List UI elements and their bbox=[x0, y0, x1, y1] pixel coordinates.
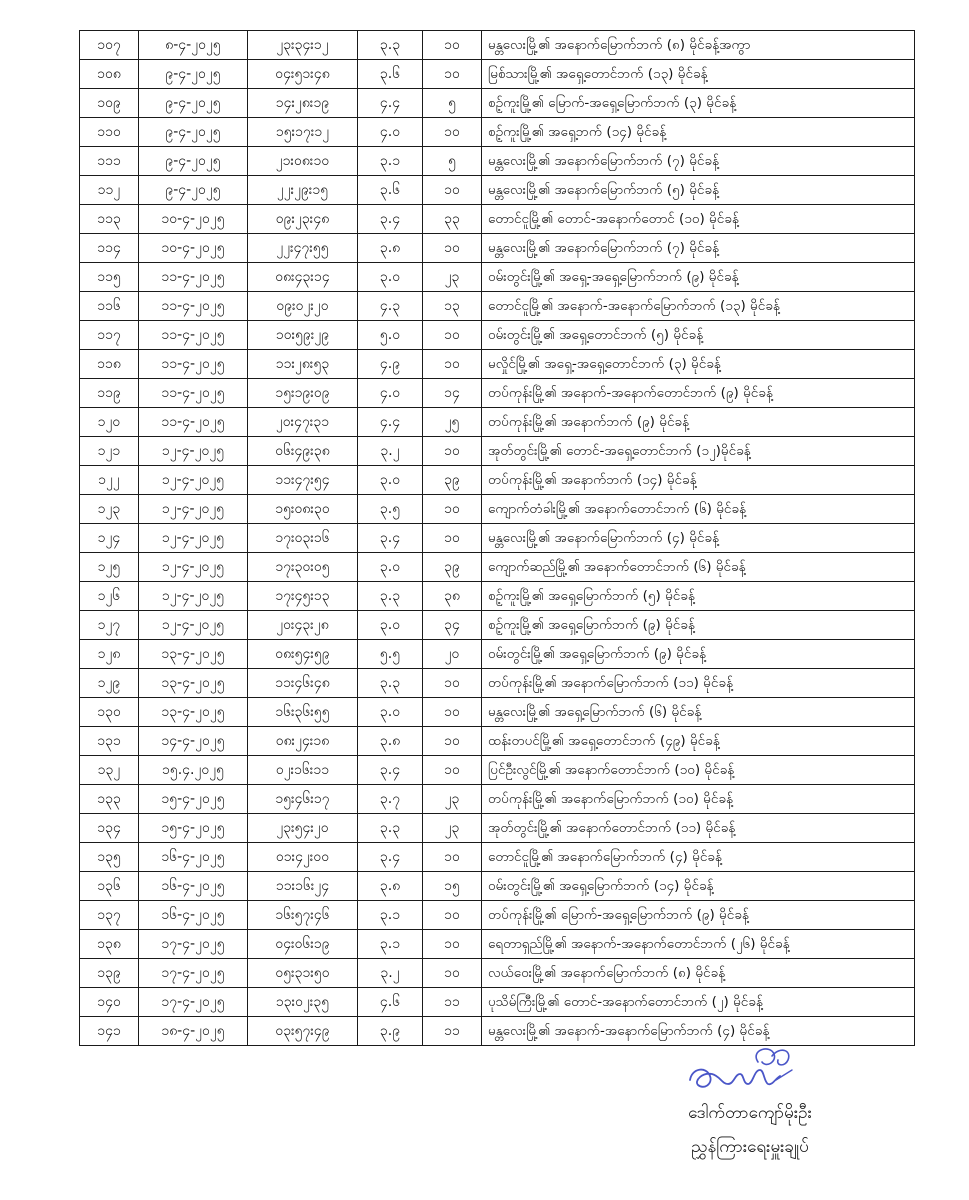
cell-location: မန္တလေးမြို့၏ အနောက်မြောက်ဘက် (၈) မိုင်ခန့်အကွာ bbox=[482, 31, 915, 60]
cell-number: ၁၁၀ bbox=[80, 118, 139, 147]
table-row bbox=[80, 901, 915, 930]
cell-location: တပ်ကုန်းမြို့၏ မြောက်-အရှေ့မြောက်ဘက် (၉) မိုင်ခန့် bbox=[482, 901, 915, 930]
cell-location: မြစ်သားမြို့၏ အရှေ့တောင်ဘက် (၁၃) မိုင်ခန့် bbox=[482, 60, 915, 89]
table-row bbox=[80, 930, 915, 959]
cell-depth: ၁၀ bbox=[423, 669, 482, 698]
cell-time: ၁၇း၃၀း၀၅ bbox=[248, 553, 358, 582]
cell-location: စဥ့်ကူးမြို့၏ မြောက်-အရှေ့မြောက်ဘက် (၃) မိုင်ခန့် bbox=[482, 89, 915, 118]
cell-time: ၁၆း၅၇း၄၆ bbox=[248, 901, 358, 930]
table-row bbox=[80, 698, 915, 727]
cell-magnitude: ၃.၀ bbox=[358, 698, 423, 727]
table-row bbox=[80, 408, 915, 437]
cell-depth: ၃၉ bbox=[423, 466, 482, 495]
cell-time: ၂၃း၅၄း၂၀ bbox=[248, 814, 358, 843]
table-row bbox=[80, 785, 915, 814]
cell-magnitude: ၃.၇ bbox=[358, 785, 423, 814]
cell-location: မန္တလေးမြို့၏ အနောက်မြောက်ဘက် (၇) မိုင်ခန့် bbox=[482, 147, 915, 176]
cell-number: ၁၁၇ bbox=[80, 321, 139, 350]
cell-location: တပ်ကုန်းမြို့၏ အနောက်မြောက်ဘက် (၁၀) မိုင်ခန့် bbox=[482, 785, 915, 814]
table-row bbox=[80, 147, 915, 176]
cell-time: ၁၇း၄၅း၁၃ bbox=[248, 582, 358, 611]
cell-number: ၁၃၇ bbox=[80, 901, 139, 930]
cell-depth: ၁၀ bbox=[423, 727, 482, 756]
cell-depth: ၁၀ bbox=[423, 321, 482, 350]
cell-date: ၁၀-၄-၂၀၂၅ bbox=[139, 234, 248, 263]
cell-date: ၁၈-၄-၂၀၂၅ bbox=[139, 1017, 248, 1046]
cell-location: ထန်းတပင်မြို့၏ အရှေ့တောင်ဘက် (၄၉) မိုင်ခန့် bbox=[482, 727, 915, 756]
table-row bbox=[80, 263, 915, 292]
cell-location: စဥ့်ကူးမြို့၏ အရှေ့မြောက်ဘက် (၅) မိုင်ခန့် bbox=[482, 582, 915, 611]
cell-date: ၁၅-၄-၂၀၂၅ bbox=[139, 814, 248, 843]
cell-time: ၀၈း၂၄း၁၈ bbox=[248, 727, 358, 756]
table-row bbox=[80, 379, 915, 408]
cell-location: ဝမ်းတွင်းမြို့၏ အရှေ့တောင်ဘက် (၅) မိုင်ခန့် bbox=[482, 321, 915, 350]
cell-depth: ၁၀ bbox=[423, 495, 482, 524]
cell-depth: ၁၀ bbox=[423, 60, 482, 89]
cell-number: ၁၃၃ bbox=[80, 785, 139, 814]
cell-time: ၀၉း၀၂း၂၀ bbox=[248, 292, 358, 321]
cell-location: မန္တလေးမြို့၏ အနောက်မြောက်ဘက် (၅) မိုင်ခန့် bbox=[482, 176, 915, 205]
cell-depth: ၁၀ bbox=[423, 524, 482, 553]
cell-location: မန္တလေးမြို့၏ အရှေ့မြောက်ဘက် (၆) မိုင်ခန့် bbox=[482, 698, 915, 727]
cell-date: ၁၇-၄-၂၀၂၅ bbox=[139, 930, 248, 959]
cell-location: တောင်ငူမြို့၏ အနောက်-အနောက်မြောက်ဘက် (၁၃) မိုင်ခန့် bbox=[482, 292, 915, 321]
cell-date: ၉-၄-၂၀၂၅ bbox=[139, 147, 248, 176]
cell-location: အုတ်တွင်းမြို့၏ တောင်-အရှေ့တောင်ဘက် (၁၂)မိုင်ခန့် bbox=[482, 437, 915, 466]
cell-number: ၁၂၇ bbox=[80, 611, 139, 640]
table-row bbox=[80, 466, 915, 495]
cell-depth: ၁၀ bbox=[423, 843, 482, 872]
cell-magnitude: ၃.၂ bbox=[358, 437, 423, 466]
cell-time: ၁၁း၁၆း၂၄ bbox=[248, 872, 358, 901]
table-row bbox=[80, 727, 915, 756]
table-row bbox=[80, 292, 915, 321]
cell-number: ၁၃၅ bbox=[80, 843, 139, 872]
cell-time: ၀၂း၁၆း၁၁ bbox=[248, 756, 358, 785]
cell-time: ၁၁း၄၇း၅၄ bbox=[248, 466, 358, 495]
cell-number: ၁၁၈ bbox=[80, 350, 139, 379]
table-row bbox=[80, 176, 915, 205]
cell-date: ၁၁-၄-၂၀၂၅ bbox=[139, 350, 248, 379]
cell-date: ၁၁-၄-၂၀၂၅ bbox=[139, 321, 248, 350]
cell-time: ၂၁း၀၈း၁၀ bbox=[248, 147, 358, 176]
cell-date: ၁၂-၄-၂၀၂၅ bbox=[139, 437, 248, 466]
cell-time: ၂၀း၄၃း၂၈ bbox=[248, 611, 358, 640]
cell-magnitude: ၃.၀ bbox=[358, 466, 423, 495]
cell-magnitude: ၃.၁ bbox=[358, 930, 423, 959]
table-row bbox=[80, 640, 915, 669]
cell-depth: ၁၀ bbox=[423, 118, 482, 147]
handwritten-signature bbox=[680, 1040, 800, 1100]
cell-depth: ၂၃ bbox=[423, 814, 482, 843]
cell-location: တောင်ငူမြို့၏ အနောက်မြောက်ဘက် (၄) မိုင်ခန့် bbox=[482, 843, 915, 872]
earthquake-table-body bbox=[80, 31, 915, 1046]
cell-number: ၁၄၀ bbox=[80, 988, 139, 1017]
cell-date: ၁၅-၄-၂၀၂၅ bbox=[139, 785, 248, 814]
table-row bbox=[80, 988, 915, 1017]
cell-time: ၁၃း၀၂း၃၅ bbox=[248, 988, 358, 1017]
cell-time: ၂၂း၂၉း၁၅ bbox=[248, 176, 358, 205]
table-row bbox=[80, 205, 915, 234]
cell-number: ၁၃၂ bbox=[80, 756, 139, 785]
cell-date: ၁၅.၄.၂၀၂၅ bbox=[139, 756, 248, 785]
table-row bbox=[80, 350, 915, 379]
cell-depth: ၁၀ bbox=[423, 959, 482, 988]
table-row bbox=[80, 524, 915, 553]
cell-time: ၀၁း၄၂း၀၀ bbox=[248, 843, 358, 872]
cell-time: ၀၉း၂၃း၄၈ bbox=[248, 205, 358, 234]
table-row bbox=[80, 118, 915, 147]
cell-date: ၁၁-၄-၂၀၂၅ bbox=[139, 408, 248, 437]
cell-date: ၁၆-၄-၂၀၂၅ bbox=[139, 901, 248, 930]
table-row bbox=[80, 60, 915, 89]
cell-depth: ၁၀ bbox=[423, 437, 482, 466]
table-row bbox=[80, 611, 915, 640]
table-row bbox=[80, 814, 915, 843]
cell-date: ၈-၄-၂၀၂၅ bbox=[139, 31, 248, 60]
cell-magnitude: ၃.၆ bbox=[358, 176, 423, 205]
cell-time: ၀၄း၅၁း၄၈ bbox=[248, 60, 358, 89]
cell-magnitude: ၃.၃ bbox=[358, 31, 423, 60]
table-row bbox=[80, 31, 915, 60]
table-row bbox=[80, 959, 915, 988]
cell-location: တောင်ငူမြို့၏ တောင်-အနောက်တောင် (၁၀) မိုင်ခန့် bbox=[482, 205, 915, 234]
cell-magnitude: ၃.၃ bbox=[358, 669, 423, 698]
cell-time: ၀၅း၃၁း၅၀ bbox=[248, 959, 358, 988]
cell-magnitude: ၃.၃ bbox=[358, 814, 423, 843]
cell-number: ၁၁၃ bbox=[80, 205, 139, 234]
cell-date: ၁၄-၄-၂၀၂၅ bbox=[139, 727, 248, 756]
cell-date: ၁၂-၄-၂၀၂၅ bbox=[139, 495, 248, 524]
cell-depth: ၂၃ bbox=[423, 785, 482, 814]
cell-location: ရေတာရှည်မြို့၏ အနောက်-အနောက်တောင်ဘက် (၂၆) မိုင်ခန့် bbox=[482, 930, 915, 959]
signature-block bbox=[620, 1040, 880, 1190]
cell-number: ၁၃၆ bbox=[80, 872, 139, 901]
table-row bbox=[80, 582, 915, 611]
cell-depth: ၁၀ bbox=[423, 698, 482, 727]
cell-depth: ၅ bbox=[423, 89, 482, 118]
cell-date: ၁၁-၄-၂၀၂၅ bbox=[139, 292, 248, 321]
cell-depth: ၃၄ bbox=[423, 611, 482, 640]
cell-magnitude: ၄.၃ bbox=[358, 292, 423, 321]
cell-number: ၁၀၇ bbox=[80, 31, 139, 60]
cell-number: ၁၂၈ bbox=[80, 640, 139, 669]
cell-number: ၁၁၅ bbox=[80, 263, 139, 292]
cell-number: ၁၀၈ bbox=[80, 60, 139, 89]
cell-time: ၀၈း၅၄း၅၉ bbox=[248, 640, 358, 669]
cell-depth: ၁၀ bbox=[423, 901, 482, 930]
cell-depth: ၃၃ bbox=[423, 205, 482, 234]
cell-time: ၁၅း၁၉း၀၉ bbox=[248, 379, 358, 408]
table-row bbox=[80, 669, 915, 698]
cell-time: ၁၅း၄၆း၁၇ bbox=[248, 785, 358, 814]
cell-magnitude: ၅.၅ bbox=[358, 640, 423, 669]
cell-date: ၁၃-၄-၂၀၂၅ bbox=[139, 698, 248, 727]
cell-magnitude: ၃.၁ bbox=[358, 901, 423, 930]
cell-date: ၁၂-၄-၂၀၂၅ bbox=[139, 524, 248, 553]
cell-number: ၁၄၁ bbox=[80, 1017, 139, 1046]
cell-location: ပုသိမ်ကြီးမြို့၏ တောင်-အနောက်တောင်ဘက် (၂) မိုင်ခန့် bbox=[482, 988, 915, 1017]
cell-time: ၂၃း၃၄း၁၂ bbox=[248, 31, 358, 60]
cell-magnitude: ၄.၆ bbox=[358, 988, 423, 1017]
cell-date: ၁၇-၄-၂၀၂၅ bbox=[139, 959, 248, 988]
cell-number: ၁၂၅ bbox=[80, 553, 139, 582]
cell-date: ၉-၄-၂၀၂၅ bbox=[139, 176, 248, 205]
cell-magnitude: ၃.၈ bbox=[358, 872, 423, 901]
cell-number: ၁၃၉ bbox=[80, 959, 139, 988]
cell-location: ကျောက်တံခါးမြို့၏ အနောက်တောင်ဘက် (၆) မိုင်ခန့် bbox=[482, 495, 915, 524]
cell-time: ၂၂း၄၇း၅၅ bbox=[248, 234, 358, 263]
cell-depth: ၁၀ bbox=[423, 756, 482, 785]
cell-magnitude: ၃.၉ bbox=[358, 1017, 423, 1046]
table-row bbox=[80, 234, 915, 263]
cell-depth: ၁၀ bbox=[423, 31, 482, 60]
cell-number: ၁၂၄ bbox=[80, 524, 139, 553]
cell-date: ၉-၄-၂၀၂၅ bbox=[139, 118, 248, 147]
cell-magnitude: ၄.၉ bbox=[358, 350, 423, 379]
cell-depth: ၁၃ bbox=[423, 292, 482, 321]
cell-magnitude: ၄.၄ bbox=[358, 408, 423, 437]
cell-magnitude: ၃.၄ bbox=[358, 756, 423, 785]
cell-magnitude: ၃.၀ bbox=[358, 263, 423, 292]
cell-magnitude: ၅.၀ bbox=[358, 321, 423, 350]
cell-number: ၁၂၆ bbox=[80, 582, 139, 611]
table-row bbox=[80, 756, 915, 785]
cell-time: ၁၆း၃၆း၅၅ bbox=[248, 698, 358, 727]
cell-magnitude: ၄.၀ bbox=[358, 379, 423, 408]
cell-date: ၁၂-၄-၂၀၂၅ bbox=[139, 466, 248, 495]
cell-magnitude: ၃.၂ bbox=[358, 959, 423, 988]
table-row bbox=[80, 843, 915, 872]
cell-time: ၁၇း၀၃း၁၆ bbox=[248, 524, 358, 553]
cell-depth: ၃၉ bbox=[423, 553, 482, 582]
cell-time: ၂၀း၄၇း၃၁ bbox=[248, 408, 358, 437]
cell-depth: ၁၀ bbox=[423, 930, 482, 959]
cell-depth: ၁၄ bbox=[423, 379, 482, 408]
cell-location: မလှိုင်မြို့၏ အရှေ့-အရှေ့တောင်ဘက် (၃) မိုင်ခန့် bbox=[482, 350, 915, 379]
cell-depth: ၂၃ bbox=[423, 263, 482, 292]
earthquake-table bbox=[79, 30, 915, 1046]
cell-magnitude: ၃.၀ bbox=[358, 553, 423, 582]
cell-depth: ၁၀ bbox=[423, 350, 482, 379]
cell-location: လယ်ဝေးမြို့၏ အနောက်မြောက်ဘက် (၈) မိုင်ခန့် bbox=[482, 959, 915, 988]
cell-location: မန္တလေးမြို့၏ အနောက်မြောက်ဘက် (၇) မိုင်ခန့် bbox=[482, 234, 915, 263]
cell-date: ၁၁-၄-၂၀၂၅ bbox=[139, 379, 248, 408]
cell-magnitude: ၄.၄ bbox=[358, 89, 423, 118]
cell-time: ၁၁း၂၈း၅၃ bbox=[248, 350, 358, 379]
cell-location: ဝမ်းတွင်းမြို့၏ အရှေ့မြောက်ဘက် (၁၄) မိုင်ခန့် bbox=[482, 872, 915, 901]
cell-depth: ၂၅ bbox=[423, 408, 482, 437]
cell-date: ၁၂-၄-၂၀၂၅ bbox=[139, 553, 248, 582]
cell-time: ၀၃း၅၇း၄၉ bbox=[248, 1017, 358, 1046]
cell-number: ၁၃၁ bbox=[80, 727, 139, 756]
cell-location: တပ်ကုန်းမြို့၏ အနောက်ဘက် (၁၄) မိုင်ခန့် bbox=[482, 466, 915, 495]
cell-magnitude: ၃.၃ bbox=[358, 582, 423, 611]
cell-time: ၀၆း၄၉း၃၈ bbox=[248, 437, 358, 466]
cell-date: ၁၆-၄-၂၀၂၅ bbox=[139, 872, 248, 901]
cell-magnitude: ၃.၄ bbox=[358, 524, 423, 553]
cell-number: ၁၁၉ bbox=[80, 379, 139, 408]
cell-number: ၁၂၉ bbox=[80, 669, 139, 698]
cell-magnitude: ၃.၄ bbox=[358, 843, 423, 872]
cell-date: ၁၂-၄-၂၀၂၅ bbox=[139, 582, 248, 611]
cell-date: ၁၁-၄-၂၀၂၅ bbox=[139, 263, 248, 292]
cell-location: တပ်ကုန်းမြို့၏ အနောက်ဘက် (၉) မိုင်ခန့် bbox=[482, 408, 915, 437]
cell-number: ၁၁၁ bbox=[80, 147, 139, 176]
cell-depth: ၁၅ bbox=[423, 872, 482, 901]
cell-date: ၁၇-၄-၂၀၂၅ bbox=[139, 988, 248, 1017]
cell-location: ဝမ်းတွင်းမြို့၏ အရှေ့-အရှေ့မြောက်ဘက် (၉) မိုင်ခန့် bbox=[482, 263, 915, 292]
cell-magnitude: ၄.၀ bbox=[358, 118, 423, 147]
cell-number: ၁၂၂ bbox=[80, 466, 139, 495]
cell-magnitude: ၃.၁ bbox=[358, 147, 423, 176]
cell-date: ၁၀-၄-၂၀၂၅ bbox=[139, 205, 248, 234]
cell-number: ၁၃၄ bbox=[80, 814, 139, 843]
cell-number: ၁၂၁ bbox=[80, 437, 139, 466]
cell-number: ၁၁၆ bbox=[80, 292, 139, 321]
cell-depth: ၃၈ bbox=[423, 582, 482, 611]
cell-time: ၀၄း၀၆း၁၉ bbox=[248, 930, 358, 959]
cell-magnitude: ၃.၈ bbox=[358, 727, 423, 756]
cell-location: မန္တလေးမြို့၏ အနောက်-အနောက်မြောက်ဘက် (၄) မိုင်ခန့် bbox=[482, 1017, 915, 1046]
cell-location: ဝမ်းတွင်းမြို့၏ အရှေ့မြောက်ဘက် (၉) မိုင်ခန့် bbox=[482, 640, 915, 669]
table-row bbox=[80, 495, 915, 524]
cell-date: ၁၃-၄-၂၀၂၅ bbox=[139, 669, 248, 698]
cell-location: မန္တလေးမြို့၏ အနောက်မြောက်ဘက် (၄) မိုင်ခန့် bbox=[482, 524, 915, 553]
cell-magnitude: ၃.၀ bbox=[358, 611, 423, 640]
cell-location: ကျောက်ဆည်မြို့၏ အနောက်တောင်ဘက် (၆) မိုင်ခန့် bbox=[482, 553, 915, 582]
cell-date: ၉-၄-၂၀၂၅ bbox=[139, 60, 248, 89]
cell-number: ၁၀၉ bbox=[80, 89, 139, 118]
cell-time: ၁၁း၄၆း၄၈ bbox=[248, 669, 358, 698]
cell-date: ၁၃-၄-၂၀၂၅ bbox=[139, 640, 248, 669]
signatory-title: ညွှန်ကြားရေးမှူးချုပ် bbox=[691, 1137, 809, 1157]
cell-number: ၁၁၂ bbox=[80, 176, 139, 205]
cell-depth: ၁၀ bbox=[423, 234, 482, 263]
cell-depth: ၁၀ bbox=[423, 176, 482, 205]
cell-depth: ၂၀ bbox=[423, 640, 482, 669]
cell-number: ၁၂၃ bbox=[80, 495, 139, 524]
cell-time: ၁၅း၀၈း၃၀ bbox=[248, 495, 358, 524]
cell-number: ၁၂၀ bbox=[80, 408, 139, 437]
cell-number: ၁၃၈ bbox=[80, 930, 139, 959]
table-row bbox=[80, 553, 915, 582]
cell-location: စဥ့်ကူးမြို့၏ အရှေ့မြောက်ဘက် (၉) မိုင်ခန့် bbox=[482, 611, 915, 640]
cell-number: ၁၁၄ bbox=[80, 234, 139, 263]
cell-time: ၀၈း၄၃း၁၄ bbox=[248, 263, 358, 292]
cell-date: ၁၂-၄-၂၀၂၅ bbox=[139, 611, 248, 640]
cell-date: ၁၆-၄-၂၀၂၅ bbox=[139, 843, 248, 872]
cell-depth: ၁၁ bbox=[423, 1017, 482, 1046]
cell-location: စဥ့်ကူးမြို့၏ အရှေ့ဘက် (၁၄) မိုင်ခန့် bbox=[482, 118, 915, 147]
cell-magnitude: ၃.၆ bbox=[358, 60, 423, 89]
cell-magnitude: ၃.၄ bbox=[358, 205, 423, 234]
cell-location: တပ်ကုန်းမြို့၏ အနောက်မြောက်ဘက် (၁၁) မိုင်ခန့် bbox=[482, 669, 915, 698]
cell-time: ၁၄း၂၈း၁၉ bbox=[248, 89, 358, 118]
cell-time: ၁၀း၅၉း၂၉ bbox=[248, 321, 358, 350]
cell-depth: ၁၁ bbox=[423, 988, 482, 1017]
signatory-name: ဒေါက်တာကျော်မိုးဦး bbox=[688, 1103, 812, 1123]
cell-depth: ၅ bbox=[423, 147, 482, 176]
cell-location: ပြင်ဦးလွင်မြို့၏ အနောက်တောင်ဘက် (၁၀) မိုင်ခန့် bbox=[482, 756, 915, 785]
cell-location: အုတ်တွင်းမြို့၏ အနောက်တောင်ဘက် (၁၁) မိုင်ခန့် bbox=[482, 814, 915, 843]
table-row bbox=[80, 89, 915, 118]
cell-magnitude: ၃.၈ bbox=[358, 234, 423, 263]
cell-time: ၁၅း၁၇း၁၂ bbox=[248, 118, 358, 147]
cell-magnitude: ၃.၅ bbox=[358, 495, 423, 524]
table-row bbox=[80, 437, 915, 466]
cell-location: တပ်ကုန်းမြို့၏ အနောက်-အနောက်တောင်ဘက် (၉) မိုင်ခန့် bbox=[482, 379, 915, 408]
cell-number: ၁၃၀ bbox=[80, 698, 139, 727]
table-row bbox=[80, 321, 915, 350]
table-row bbox=[80, 872, 915, 901]
cell-date: ၉-၄-၂၀၂၅ bbox=[139, 89, 248, 118]
